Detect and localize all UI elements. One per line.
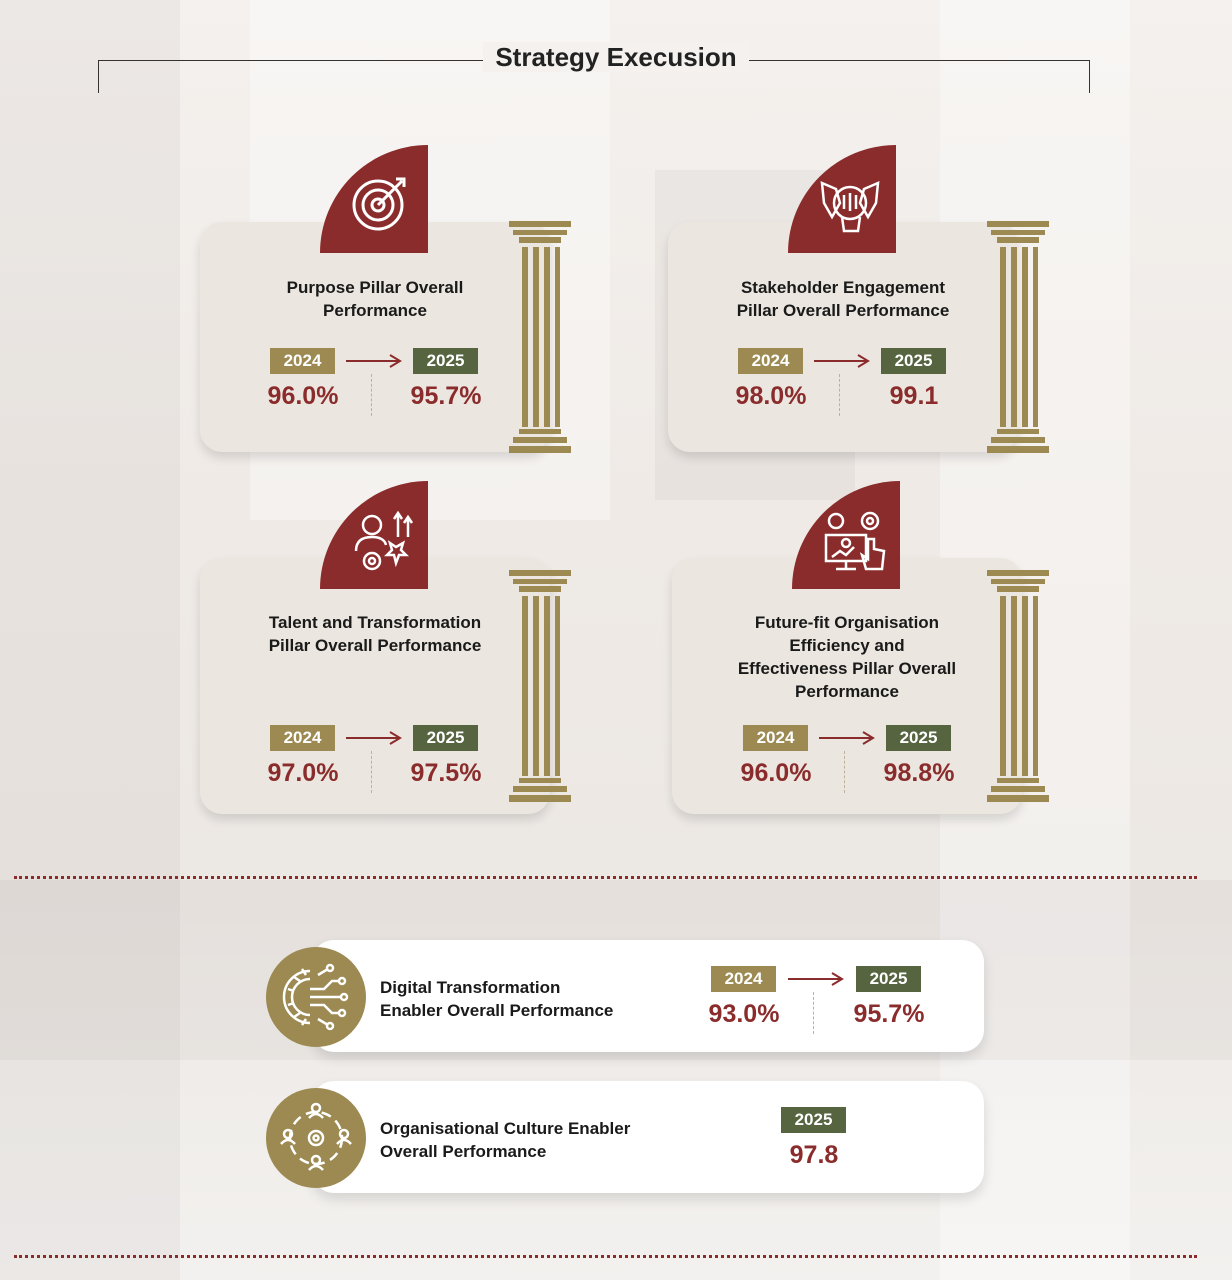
efficiency-monitor-icon bbox=[822, 509, 888, 575]
value-2024: 97.0% bbox=[267, 759, 339, 787]
value-2024: 93.0% bbox=[708, 1000, 780, 1028]
value-2024: 96.0% bbox=[267, 382, 339, 410]
year-badge-2025: 2025 bbox=[881, 348, 946, 374]
pillar-icon-badge bbox=[320, 145, 428, 253]
pillar-title: Stakeholder Engagement Pillar Overall Performance bbox=[736, 278, 950, 320]
year-badge-2024: 2024 bbox=[270, 348, 335, 374]
value-2025: 97.5% bbox=[410, 759, 482, 787]
section-divider bbox=[14, 1255, 1197, 1258]
arrow-right-icon bbox=[346, 730, 402, 746]
year-badge-2024: 2024 bbox=[711, 966, 776, 992]
value-2024: 96.0% bbox=[740, 759, 812, 787]
pillar-icon-badge bbox=[788, 145, 896, 253]
divider bbox=[839, 374, 840, 416]
pillar-icon-badge bbox=[320, 481, 428, 589]
column-pillar-icon bbox=[509, 221, 571, 453]
talent-growth-icon bbox=[350, 509, 416, 575]
arrow-right-icon bbox=[814, 353, 870, 369]
enabler-title: Organisational Culture Enabler Overall Performance bbox=[380, 1119, 631, 1161]
value-2025: 98.8% bbox=[883, 759, 955, 787]
value-2025: 97.8 bbox=[789, 1141, 839, 1169]
year-badge-2025: 2025 bbox=[781, 1107, 846, 1133]
pillar-title: Future-fit Organisation Efficiency and Effectiveness Pillar Overall Performance bbox=[737, 613, 957, 701]
section-divider bbox=[14, 876, 1197, 879]
arrow-right-icon bbox=[346, 353, 402, 369]
divider bbox=[813, 992, 814, 1034]
arrow-right-icon bbox=[788, 971, 844, 987]
year-badge-2025: 2025 bbox=[856, 966, 921, 992]
value-2024: 98.0% bbox=[735, 382, 807, 410]
page-title: Strategy Execusion bbox=[0, 42, 1232, 73]
value-2025: 99.1 bbox=[889, 382, 939, 410]
people-culture-icon bbox=[280, 1102, 352, 1174]
pillar-card-stakeholder bbox=[668, 222, 1018, 452]
enabler-icon-badge bbox=[266, 947, 366, 1047]
value-2025: 95.7% bbox=[410, 382, 482, 410]
value-2025: 95.7% bbox=[853, 1000, 925, 1028]
year-badge-2025: 2025 bbox=[886, 725, 951, 751]
arrow-right-icon bbox=[819, 730, 875, 746]
divider bbox=[371, 374, 372, 416]
year-badge-2025: 2025 bbox=[413, 725, 478, 751]
pillar-icon-badge bbox=[792, 481, 900, 589]
enabler-icon-badge bbox=[266, 1088, 366, 1188]
digital-gear-circuit-icon bbox=[280, 961, 352, 1033]
column-pillar-icon bbox=[987, 570, 1049, 802]
pillar-title: Purpose Pillar Overall Performance bbox=[286, 278, 464, 320]
column-pillar-icon bbox=[987, 221, 1049, 453]
handshake-icon bbox=[818, 173, 882, 237]
pillar-card-purpose bbox=[200, 222, 550, 452]
pillar-title: Talent and Transformation Pillar Overall Performance bbox=[268, 613, 482, 655]
enabler-title: Digital Transformation Enabler Overall Performance bbox=[380, 978, 614, 1020]
column-pillar-icon bbox=[509, 570, 571, 802]
year-badge-2024: 2024 bbox=[270, 725, 335, 751]
divider bbox=[844, 751, 845, 793]
target-icon bbox=[350, 173, 410, 233]
year-badge-2024: 2024 bbox=[738, 348, 803, 374]
divider bbox=[371, 751, 372, 793]
year-badge-2024: 2024 bbox=[743, 725, 808, 751]
year-badge-2025: 2025 bbox=[413, 348, 478, 374]
